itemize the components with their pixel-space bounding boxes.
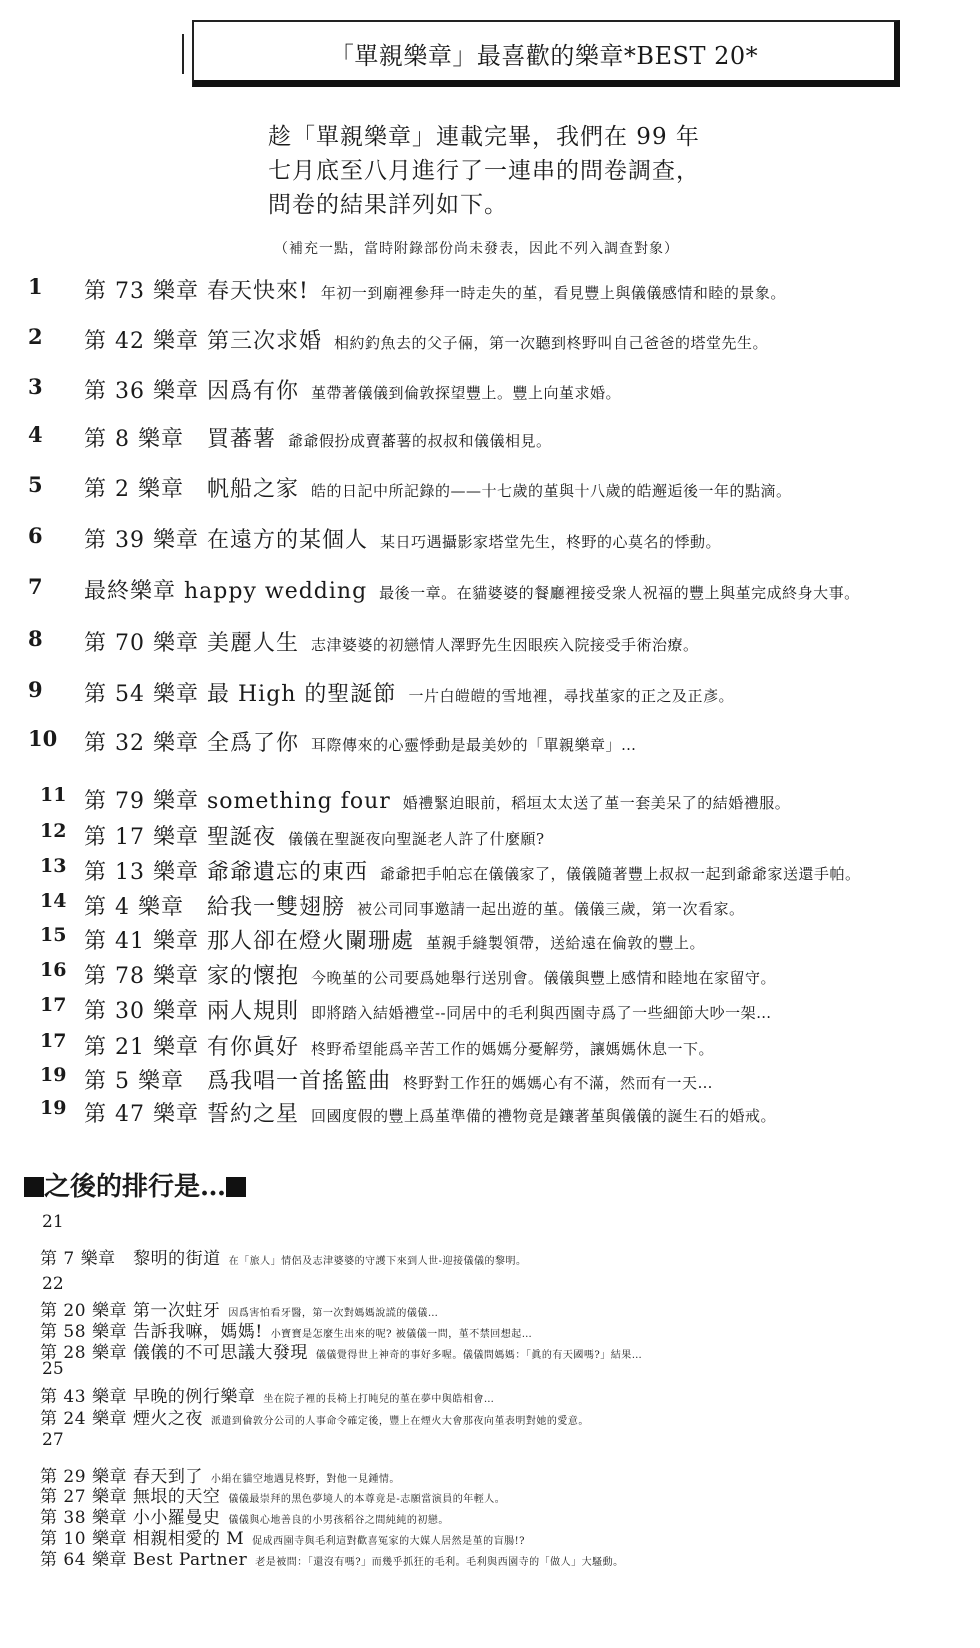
chapter-title: 第 10 樂章 相親相愛的 M [40,1529,245,1549]
chapter-title: 第 21 樂章 有你眞好 [84,1035,299,1060]
chapter-description: 堇親手縫製領帶，送給遠在倫敦的豐上。 [425,934,705,952]
rank-row [0,1064,980,1095]
chapter-title: 第 41 樂章 那人卻在燈火闌珊處 [84,929,414,954]
chapter-title: 第 30 樂章 兩人規則 [84,999,299,1024]
rank-number: 14 [40,890,67,912]
rank-row [0,820,980,851]
rank-row [0,784,980,815]
rank-row [0,274,980,305]
chapter-title: 第 73 樂章 春天快來! [84,279,309,304]
rank-number: 3 [28,374,43,399]
page-title: 「單親樂章」最喜歡的樂章*BEST 20* [329,42,759,70]
rank-number: 4 [28,422,43,447]
rank-row [0,523,980,554]
chapter-title: 第 29 樂章 春天到了 [40,1467,203,1487]
rank-row [0,1097,980,1128]
later-rank-row [40,1545,624,1570]
rank-number: 2 [28,324,43,349]
chapter-title: 第 20 樂章 第一次蛀牙 [40,1301,221,1321]
chapter-description: 儀儀最崇拜的黑色夢境人的本尊竟是-志願當演員的年輕人。 [228,1494,506,1505]
chapter-description: 小絹在貓空地遇見柊野，對他一見鍾情。 [210,1474,400,1485]
rank-number: 13 [40,855,67,877]
chapter-title: 第 5 樂章 爲我唱一首搖籃曲 [84,1069,391,1094]
chapter-title: 第 58 樂章 告訴我嘛，媽媽! [40,1322,263,1342]
chapter-title: 第 24 樂章 煙火之夜 [40,1409,203,1429]
intro-line: 七月底至八月進行了一連串的問卷調查， [268,158,700,184]
rank-row [0,324,980,355]
rank-row [0,374,980,405]
chapter-title: 第 13 樂章 爺爺遺忘的東西 [84,860,368,885]
rank-number: 12 [40,820,67,842]
title-box [192,20,900,87]
rank-number: 11 [40,784,67,806]
intro-paragraph [268,120,700,222]
chapter-description: 被公司同事邀請一起出遊的堇。儀儀三歲，第一次看家。 [356,900,745,918]
chapter-title: 第 17 樂章 聖誕夜 [84,825,276,850]
later-heading [24,1166,246,1203]
chapter-description: 某日巧遇攝影家塔堂先生，柊野的心莫名的悸動。 [379,533,721,551]
rank-row [0,574,980,605]
chapter-description: 耳際傳來的心靈悸動是最美妙的「單親樂章」… [310,736,637,754]
chapter-description: 派遣到倫敦分公司的人事命令確定後，豐上在煙火大會那夜向堇表明對她的愛意。 [210,1416,589,1427]
chapter-description: 柊野對工作狂的媽媽心有不滿，然而有一天… [402,1074,713,1092]
chapter-title: 第 2 樂章 帆船之家 [84,477,299,502]
chapter-description: 一片白皚皚的雪地裡，尋找堇家的正之及正彥。 [408,687,734,705]
chapter-description: 因爲害怕看牙醫，第一次對媽媽說謊的儀儀… [228,1308,439,1319]
rank-row [0,422,980,453]
chapter-description: 年初一到廟裡參拜一時走失的堇，看見豐上與儀儀感情和睦的景象。 [320,284,786,302]
chapter-description: 相約釣魚去的父子倆，第一次聽到柊野叫自己爸爸的塔堂先生。 [333,334,768,352]
later-rank-number: 22 [42,1274,64,1294]
later-rank-number: 27 [42,1430,64,1450]
chapter-description: 爺爺把手帕忘在儀儀家了，儀儀隨著豐上叔叔一起到爺爺家送還手帕。 [379,865,861,883]
chapter-title: 第 42 樂章 第三次求婚 [84,329,322,354]
black-square-icon [24,1177,44,1197]
later-rank-row [40,1404,589,1429]
chapter-description: 堇帶著儀儀到倫敦探望豐上。豐上向堇求婚。 [310,384,621,402]
rank-row [0,994,980,1025]
rank-number: 9 [28,677,43,702]
chapter-description: 志津婆婆的初戀情人澤野先生因眼疾入院接受手術治療。 [310,636,699,654]
rank-number: 5 [28,472,43,497]
rank-number: 19 [40,1064,67,1086]
rank-row [0,1030,980,1061]
chapter-title: 第 39 樂章 在遠方的某個人 [84,528,368,553]
chapter-title: 第 4 樂章 給我一雙翅膀 [84,895,345,920]
rank-number: 16 [40,959,67,981]
rank-number: 17 [40,1030,67,1052]
intro-line: 趁「單親樂章」連載完畢，我們在 99 年 [268,124,700,150]
rank-number: 1 [28,274,43,299]
chapter-description: 儀儀與心地善良的小男孩稻谷之間純純的初戀。 [228,1515,449,1526]
intro-line: 問卷的結果詳列如下。 [268,192,508,218]
black-square-icon [226,1177,246,1197]
chapter-title: 第 28 樂章 儀儀的不可思議大發現 [40,1343,308,1363]
chapter-description: 小寶寶是怎麼生出來的呢? 被儀儀一問，堇不禁回想起… [270,1329,533,1340]
chapter-title: 第 32 樂章 全爲了你 [84,731,299,756]
chapter-title: 第 79 樂章 something four [84,789,391,814]
chapter-title: 第 47 樂章 誓約之星 [84,1102,299,1127]
chapter-description: 坐在院子裡的長椅上打盹兒的堇在夢中與皓相會… [263,1394,495,1405]
chapter-title: 第 27 樂章 無垠的天空 [40,1487,221,1507]
rank-number: 7 [28,574,43,599]
chapter-description: 回國度假的豐上爲堇準備的禮物竟是鑲著堇與儀儀的誕生石的婚戒。 [310,1107,776,1125]
later-rank-number: 21 [42,1212,64,1232]
chapter-description: 柊野希望能爲辛苦工作的媽媽分憂解勞，讓媽媽休息一下。 [310,1040,714,1058]
chapter-title: 第 36 樂章 因爲有你 [84,379,299,404]
chapter-title: 最終樂章 happy wedding [84,579,368,604]
chapter-description: 促成西園寺與毛利這對歡喜冤家的大媒人居然是堇的盲腸!? [252,1536,526,1547]
chapter-description: 皓的日記中所記錄的——十七歲的堇與十八歲的皓邂逅後一年的點滴。 [310,482,792,500]
rank-number: 6 [28,523,43,548]
chapter-description: 在「旅人」情侶及志津婆婆的守護下來到人世-迎接儀儀的黎明。 [228,1256,527,1267]
chapter-title: 第 43 樂章 早晚的例行樂章 [40,1387,256,1407]
chapter-title: 第 7 樂章 黎明的街道 [40,1249,221,1269]
chapter-description: 儀儀覺得世上神奇的事好多喔。儀儀問媽媽：「眞的有天國嗎?」結果… [315,1350,643,1361]
chapter-description: 老是被問：「還沒有嗎?」而幾乎抓狂的毛利。毛利與西園寺的「做人」大騷動。 [255,1557,624,1568]
supplementary-note: （補充一點，當時附錄部份尚未發表，因此不列入調查對象） [274,241,679,257]
chapter-title: 第 38 樂章 小小羅曼史 [40,1508,221,1528]
rank-row [0,924,980,955]
rank-row [0,890,980,921]
later-rank-row [40,1244,527,1269]
chapter-title: 第 64 樂章 Best Partner [40,1550,248,1570]
chapter-description: 即將踏入結婚禮堂--同居中的毛利與西園寺爲了一些細節大吵一架… [310,1004,772,1022]
chapter-description: 爺爺假扮成賣蕃薯的叔叔和儀儀相見。 [287,432,552,450]
rank-row [0,959,980,990]
chapter-title: 第 70 樂章 美麗人生 [84,631,299,656]
chapter-description: 婚禮緊迫眼前，稻垣太太送了堇一套美呆了的結婚禮服。 [402,794,791,812]
later-rank-number: 25 [42,1359,64,1379]
rank-row [0,626,980,657]
later-rank-row [40,1338,642,1363]
chapter-title: 第 78 樂章 家的懷抱 [84,964,299,989]
rank-number: 19 [40,1097,67,1119]
rank-row [0,855,980,886]
rank-row [0,472,980,503]
chapter-description: 儀儀在聖誕夜向聖誕老人許了什麼願? [287,830,545,848]
rank-row [0,677,980,708]
rank-number: 8 [28,626,43,651]
rank-number: 15 [40,924,67,946]
chapter-title: 第 54 樂章 最 High 的聖誕節 [84,682,397,707]
chapter-title: 第 8 樂章 買蕃薯 [84,427,276,452]
chapter-description: 最後一章。在貓婆婆的餐廳裡接受衆人祝福的豐上與堇完成終身大事。 [379,584,860,602]
chapter-description: 今晚堇的公司要爲她舉行送別會。儀儀與豐上感情和睦地在家留守。 [310,969,776,987]
rank-row [0,726,980,757]
rank-number: 10 [28,726,58,751]
later-heading-text: 之後的排行是… [44,1172,227,1202]
rank-number: 17 [40,994,67,1016]
